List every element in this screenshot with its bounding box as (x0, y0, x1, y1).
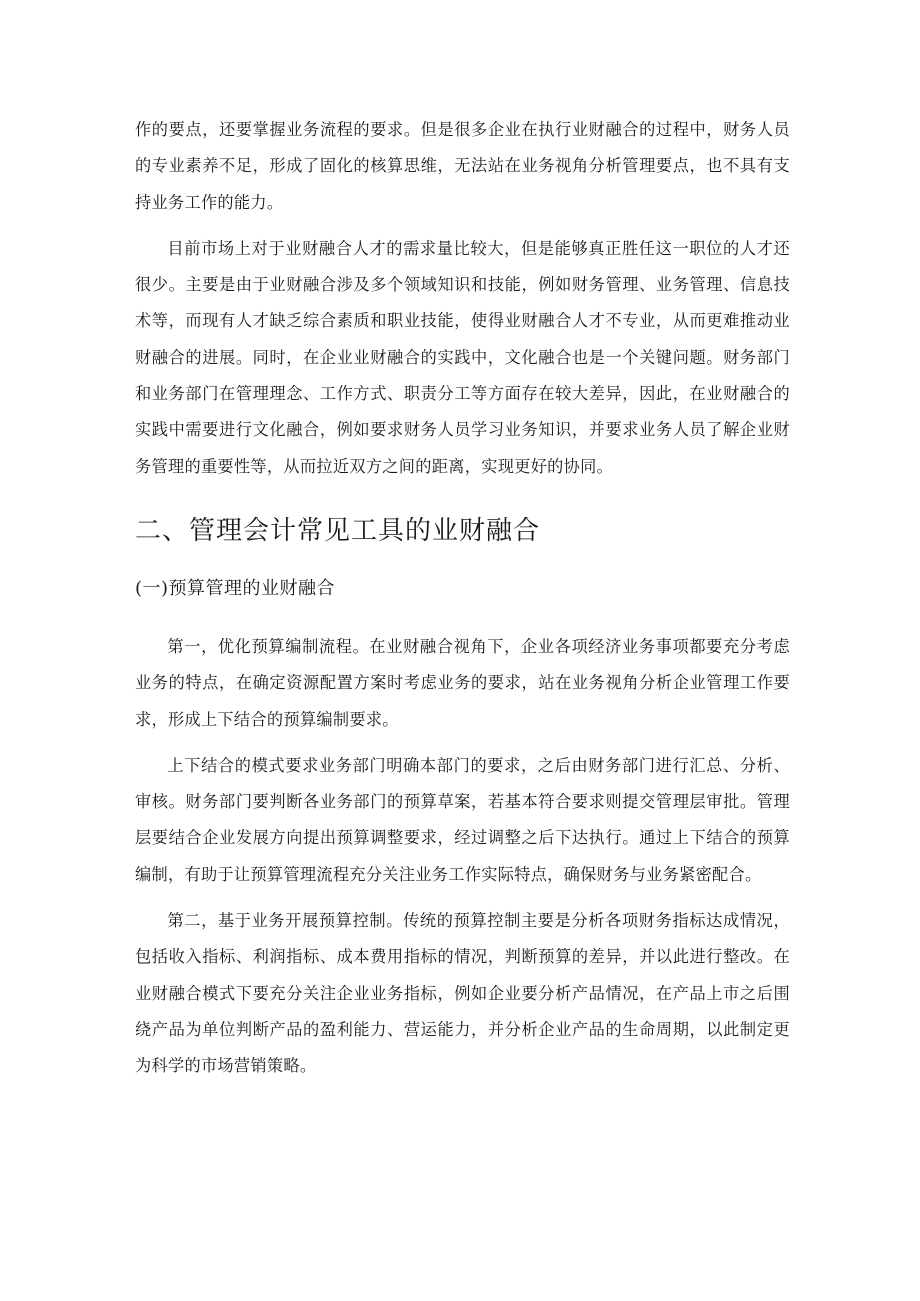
section-heading: 二、管理会计常见工具的业财融合 (135, 515, 541, 546)
paragraph-budget-second: 第二，基于业务开展预算控制。传统的预算控制主要是分析各项财务指标达成情况，包括收入指标、利润指标、成本费用指标的情况，判断预算的差异，并以此进行整改。在业财融合模式下要充分关注企业业务指标，例如企业要分析产品情况，在产品上市之后围绕产品为单位判断产品的盈利能力、营运能力，并分析企业产品的生命周期，以此制定更为科学的市场营销策略。 (135, 911, 790, 1076)
paragraph-talent-literacy: 作的要点，还要掌握业务流程的要求。但是很多企业在执行业财融合的过程中，财务人员的专业素养不足，形成了固化的核算思维，无法站在业务视角分析管理要点，也不具有支持业务工作的能力。 (135, 120, 790, 212)
paragraph-budget-first: 第一，优化预算编制流程。在业财融合视角下，企业各项经济业务事项都要充分考虑业务的特点，在确定资源配置方案时考虑业务的要求，站在业务视角分析企业管理工作要求，形成上下结合的预算编制要求。 (135, 636, 790, 729)
paragraph-talent-demand: 目前市场上对于业财融合人才的需求量比较大，但是能够真正胜任这一职位的人才还很少。主要是由于业财融合涉及多个领域知识和技能，例如财务管理、业务管理、信息技术等，而现有人才缺乏综合素质和职业技能，使得业财融合人才不专业，从而更难推动业财融合的进展。同时，在企业业财融合的实践中，文化融合也是一个关键问题。财务部门和业务部门在管理理念、工作方式、职责分工等方面存在较大差异，因此，在业财融合的实践中需要进行文化融合，例如要求财务人员学习业务知识，并要求业务人员了解企业财务管理的重要性等，从而拉近双方之间的距离，实现更好的协同。 (135, 238, 790, 476)
paragraph-budget-topdown: 上下结合的模式要求业务部门明确本部门的要求，之后由财务部门进行汇总、分析、审核。财务部门要判断各业务部门的预算草案，若基本符合要求则提交管理层审批。管理层要结合企业发展方向提出预算调整要求，经过调整之后下达执行。通过上下结合的预算编制，有助于让预算管理流程充分关注业务工作实际特点，确保财务与业务紧密配合。 (135, 755, 790, 884)
document-page (135, 112, 790, 1085)
sub-heading-budget: (一)预算管理的业财融合 (135, 577, 336, 599)
